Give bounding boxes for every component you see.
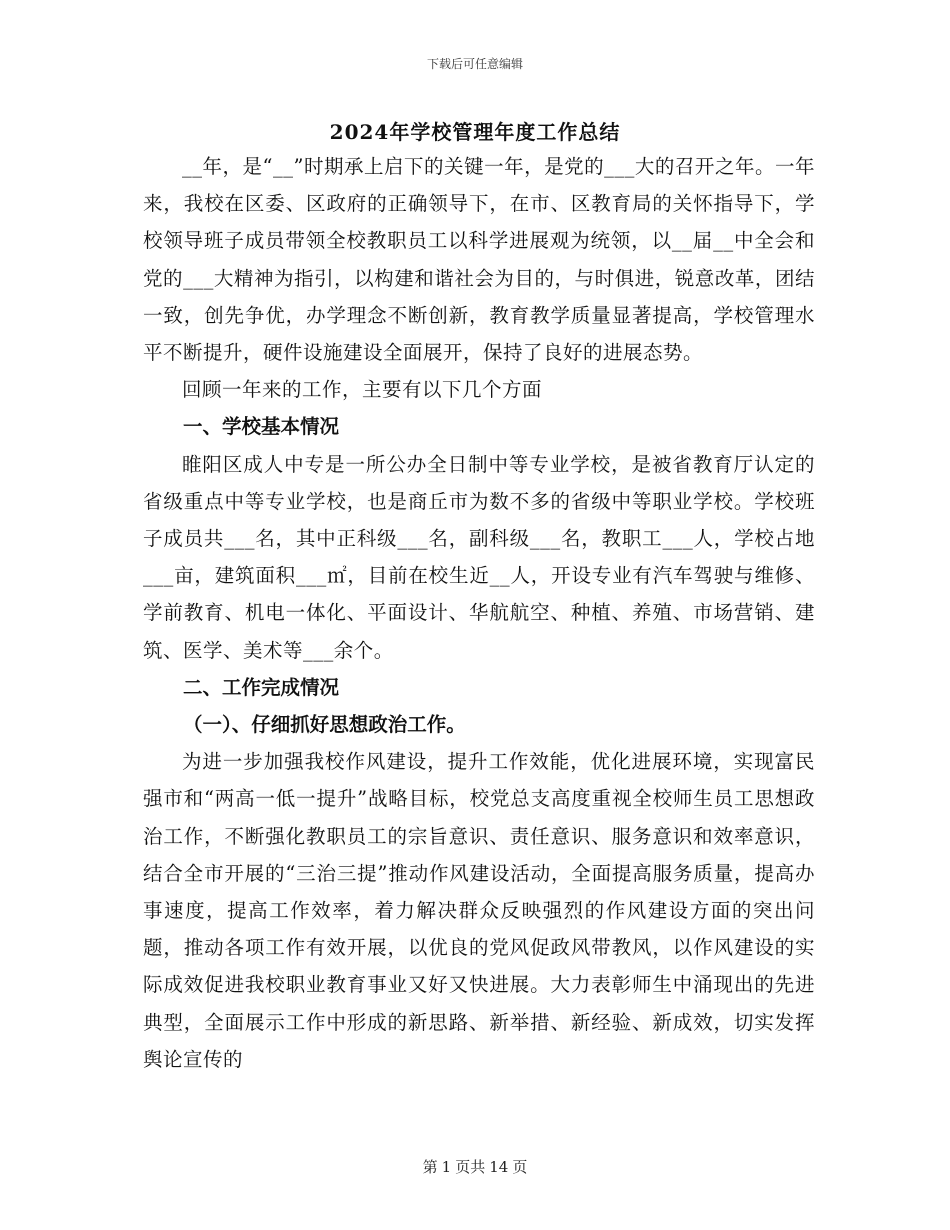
review-line: 回顾一年来的工作，主要有以下几个方面: [182, 378, 543, 402]
section-paragraph-basic-info: 睢阳区成人中专是一所公办全日制中等专业学校，是被省教育厅认定的省级重点中等专业学校，也是商丘市为数不多的省级中等职业学校。学校班子成员共___名，其中正科级___名，副科级___名，教职工___人，学校占地___亩，建筑面积___㎡，目前在校生近__人，开设专业有汽车驾驶与维修、学前教育、机电一体化、平面设计、华航航空、种植、养殖、市场营销、建筑、医学、美术等___余个。: [143, 452, 815, 662]
header-note: 下载后可任意编辑: [426, 57, 523, 71]
footer-page-middle: 页共: [455, 1158, 486, 1176]
intro-paragraph: __年，是“__”时期承上启下的关键一年，是党的___大的召开之年。一年来，我校在区委、区政府的正确领导下，在市、区教育局的关怀指导下，学校领导班子成员带领全校教职员工以科学进展观为统领，以__届__中全会和党的___大精神为指引，以构建和谐社会为目的，与时俱进，锐意改革，团结一致，创先争优，办学理念不断创新，教育教学质量显著提高，学校管理水平不断提升，硬件设施建设全面展开，保持了良好的进展态势。: [143, 155, 815, 365]
page-footer: [0, 1156, 950, 1177]
footer-page-prefix: 第: [422, 1158, 438, 1176]
document-title: 2024年学校管理年度工作总结: [329, 120, 621, 144]
subsection-paragraph-political-work: 为进一步加强我校作风建设，提升工作效能，优化进展环境，实现富民强市和“两高一低一提升”战略目标，校党总支高度重视全校师生员工思想政治工作，不断强化教职员工的宗旨意识、责任意识、服务意识和效率意识，结合全市开展的“三治三提”推动作风建设活动，全面提高服务质量，提高办事速度，提高工作效率，着力解决群众反映强烈的作风建设方面的突出问题，推动各项工作有效开展，以优良的党风促政风带教风，以作风建设的实际成效促进我校职业教育事业又好又快进展。大力表彰师生中涌现出的先进典型，全面展示工作中形成的新思路、新举措、新经验、新成效，切实发挥舆论宣传的: [143, 750, 815, 1071]
section-heading-basic-info: 一、学校基本情况: [183, 415, 340, 439]
footer-page-suffix: 页: [512, 1158, 528, 1176]
footer-page-total: 14: [489, 1158, 509, 1176]
footer-page-current: 1: [441, 1158, 452, 1176]
document-body: [143, 148, 815, 1078]
section-heading-work-completion: 二、工作完成情况: [183, 675, 340, 699]
subsection-heading-political-work: （一）、仔细抓好思想政治工作。: [183, 713, 466, 737]
